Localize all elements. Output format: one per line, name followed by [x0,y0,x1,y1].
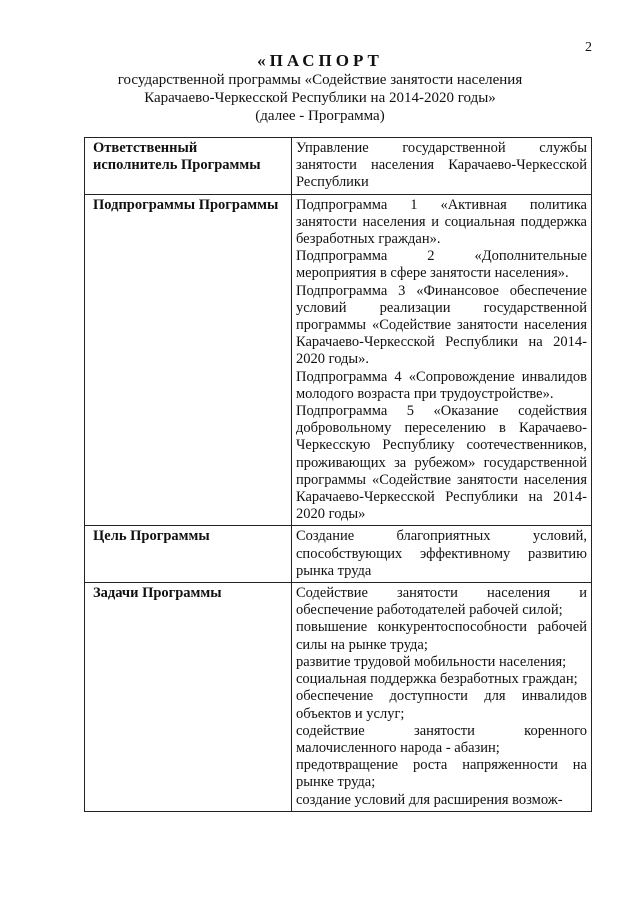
value-line: Подпрограмма 1 «Активная политика занятости населения и социальная поддержка безработных граждан». [296,196,587,248]
table-row-goal [85,526,592,583]
table-row-responsible [85,138,592,195]
value-line: Подпрограмма 5 «Оказание содействия добровольному переселению в Карачаево-Черкесскую Республику соотечественников, проживающих за рубежом» государственной программы «Содействие занятости населения Карачаево-Черкесской Республики на 2014-2020 годы» [296,403,587,523]
table-row-tasks [85,583,592,812]
document-title: «ПАСПОРТ [257,51,383,70]
value-line: предотвращение роста напряженности на рынке труда; [296,757,587,791]
document-header [80,52,560,125]
row-label: Цель Программы [85,526,292,583]
value-line: Подпрограмма 4 «Сопровождение инвалидов молодого возраста при трудоустройстве». [296,368,587,402]
value-line: повышение конкурентоспособности рабочей силы на рынке труда; [296,619,587,653]
value-line: Создание благоприятных условий, способствующих эффективному развитию рынка труда [296,528,587,579]
row-label: Подпрограммы Программы [85,194,292,526]
value-line: содействие занятости коренного малочисленного народа - абазин; [296,722,587,756]
value-line: Подпрограмма 3 «Финансовое обеспечение условий реализации государственной программы «Содействие занятости населения Карачаево-Черкесской Республики на 2014-2020 годы». [296,282,587,368]
row-value [292,194,592,526]
value-line: Подпрограмма 2 «Дополнительные мероприятия в сфере занятости населения». [296,248,587,282]
document-subtitle-line-1: государственной программы «Содействие занятости населения [117,72,523,88]
value-line: развитие трудовой мобильности населения; [296,653,567,670]
passport-table [84,137,592,812]
document-subtitle-line-2: Карачаево-Черкесской Республики на 2014-2020 годы» [144,90,496,106]
value-line: создание условий для расширения возмож- [296,791,563,808]
row-value [292,526,592,583]
row-label: Задачи Программы [85,583,292,812]
table-row-subprograms [85,194,592,526]
document-subtitle-line-3: (далее - Программа) [255,108,385,124]
value-line: социальная поддержка безработных граждан; [296,671,578,688]
page-number: 2 [585,40,592,55]
value-line: обеспечение доступности для инвалидов объектов и услуг; [296,688,587,722]
value-line: Содействие занятости населения и обеспечение работодателей рабочей силой; [296,585,587,619]
value-line: Управление государственной службы занятости населения Карачаево-Черкесской Республики [296,140,587,191]
row-value [292,138,592,195]
row-value [292,583,592,812]
row-label: Ответственный исполнитель Программы [85,138,292,195]
